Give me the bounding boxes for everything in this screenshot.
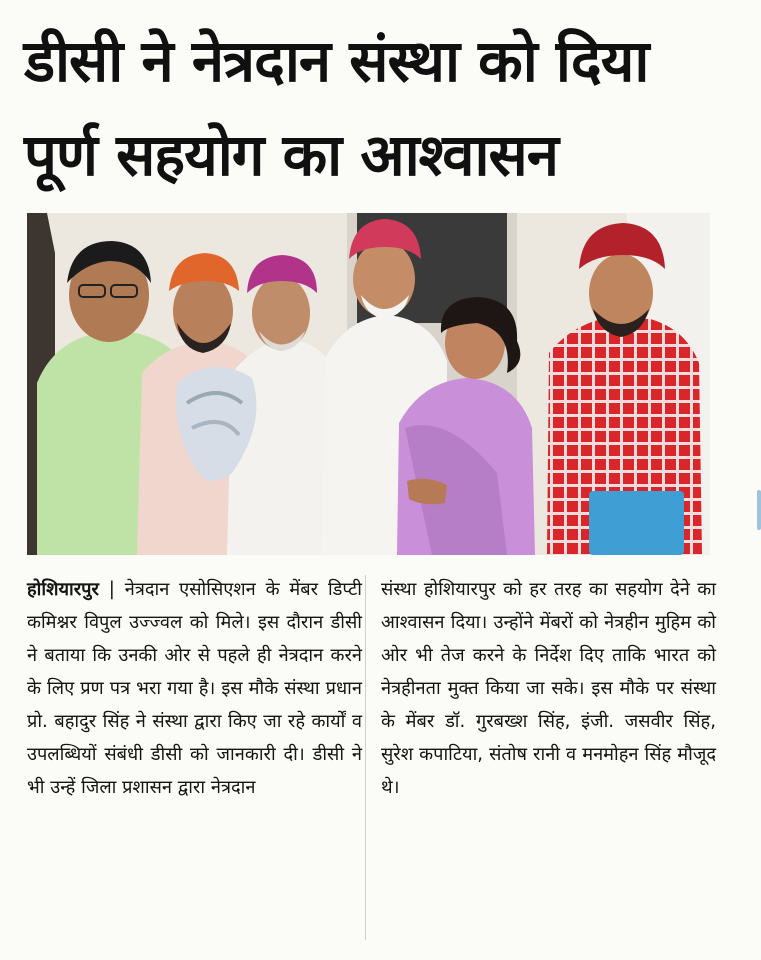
body-text-right: संस्था होशियारपुर को हर तरह का सहयोग देने का आश्वासन दिया। उन्होंने मेंबरों को नेत्रहीन मुहिम को ओर भी तेज करने के निर्देश दिए ताकि भारत को नेत्रहीनता मुक्त किया जा सके। इस मौके पर संस्था के मेंबर डॉ. गुरबख्श सिंह, इंजी. जसवीर सिंह, सुरेश कपाटिया, संतोष रानी व मनमोहन सिंह मौजूद थे।: [381, 579, 716, 798]
headline-line-2: पूर्ण सहयोग का आश्वासन: [24, 121, 558, 189]
dateline: होशियारपुर: [27, 579, 99, 600]
article-column-left: [27, 573, 362, 804]
body-text-left: नेत्रदान एसोसिएशन के मेंबर डिप्टी कमिश्नर विपुल उज्ज्वल को मिले। इस दौरान डीसी ने बताया कि उनकी ओर से पहले ही नेत्रदान करने के लिए प्रण पत्र भरा गया है। इस मौके संस्था प्रधान प्रो. बहादुर सिंह ने संस्था द्वारा किए जा रहे कार्यों व उपलब्धियों संबंधी डीसी को जानकारी दी। डीसी ने भी उन्हें जिला प्रशासन द्वारा नेत्रदान: [27, 579, 362, 798]
column-divider: [365, 575, 366, 940]
group-photo-illustration: [27, 213, 710, 555]
news-photo: [27, 213, 710, 555]
headline-line-1: डीसी ने नेत्रदान संस्था को दिया: [24, 27, 649, 95]
article-paragraph-left: [27, 573, 362, 804]
page-edge-mark: [757, 490, 761, 530]
dateline-separator: |: [108, 579, 115, 600]
headline: [24, 14, 724, 202]
article-column-right: [381, 573, 716, 804]
